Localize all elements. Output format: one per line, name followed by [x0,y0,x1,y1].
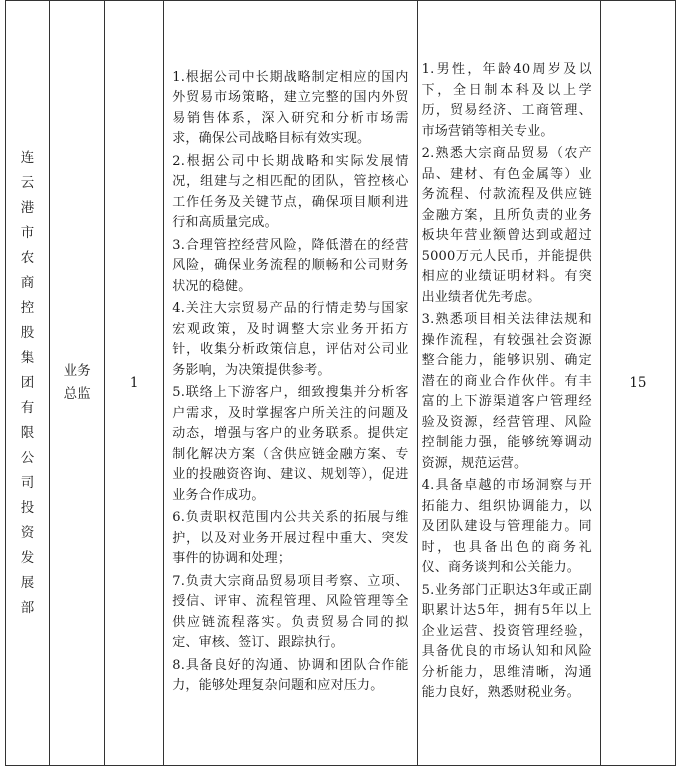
requirements-cell [417,1,600,766]
table-row [6,1,676,766]
duty-item: 8.具备良好的沟通、协调和团队合作能力，能够处理复杂问题和应对压力。 [172,657,409,693]
requirement-item: 1.男性，年龄40周岁及以下，全日制本科及以上学历，贸易经济、工商管理、市场营销等相关专业。 [421,62,592,139]
duty-item: 6.负责职权范围内公共关系的拓展与维护，以及对业务开展过程中重大、突发事件的协调和处理； [172,510,409,566]
headcount-cell [105,1,164,766]
requirement-item: 4.具备卓越的市场洞察与开拓能力、组织协调能力，以及团队建设与管理能力。同时，也具备出色的商务礼仪、商务谈判和公关能力。 [421,478,592,576]
duty-item: 7.负责大宗商品贸易项目考察、立项、授信、评审、流程管理、风险管理等全供应链流程落实。负责贸易合同的拟定、审核、签订、跟踪执行。 [172,573,409,650]
requirement-item: 3.熟悉项目相关法律法规和操作流程，有较强社会资源整合能力，能够识别、确定潜在的商业合作伙伴。有丰富的上下游渠道客户管理经验及资源，经营管理、风险控制能力强，能够统筹调动资源，规范运营。 [421,312,592,471]
requirement-item: 2.熟悉大宗商品贸易（农产品、建材、有色金属等）业务流程、付款流程及供应链金融方案，且所负责的业务板块年营业额曾达到或超过5000万元人民币，并能提供相应的业绩证明材料。有突出业绩者优先考虑。 [421,146,592,305]
duties-list [164,68,416,697]
requirements-list [418,60,600,704]
age-cell [600,1,675,766]
duty-item: 1.根据公司中长期战略制定相应的国内外贸易市场策略，建立完整的国内外贸易销售体系，深入研究和分析市场需求，确保公司战略目标有效实现。 [172,69,409,146]
headcount: 1 [129,375,139,391]
duty-item: 3.合理管控经营风险，降低潜在的经营风险，确保业务流程的顺畅和公司财务状况的稳健。 [172,237,409,294]
age-limit: 15 [629,375,647,391]
duty-item: 4.关注大宗贸易产品的行情走势与国家宏观政策，及时调整大宗业务开拓方针，收集分析政策信息，评估对公司业务影响，为决策提供参考。 [172,301,409,378]
requirement-item: 5.业务部门正职达3年或正副职累计达5年，拥有5年以上企业运营、投资管理经验，具备优良的市场认知和风险分析能力，思维清晰，沟通能力良好，熟悉财税业务。 [421,582,592,701]
company-cell [6,1,50,766]
job-table [5,0,676,766]
position-cell [50,1,105,766]
duties-cell [164,1,417,766]
duty-item: 5.联络上下游客户，细致搜集并分析客户需求，及时掌握客户所关注的问题及动态，增强与客户的业务联系。提供定制化解决方案（含供应链金融方案、专业的投融资咨询、建议、规划等），促进业务合作成功。 [172,385,409,503]
company-name: 连云港市农商控股集团有限公司投资发展部 [20,149,35,616]
position-name: 业务总监 [63,363,91,402]
duty-item: 2.根据公司中长期战略和实际发展情况，组建与之相匹配的团队，管控核心工作任务及关键节点，确保项目顺利进行和高质量完成。 [172,153,409,230]
